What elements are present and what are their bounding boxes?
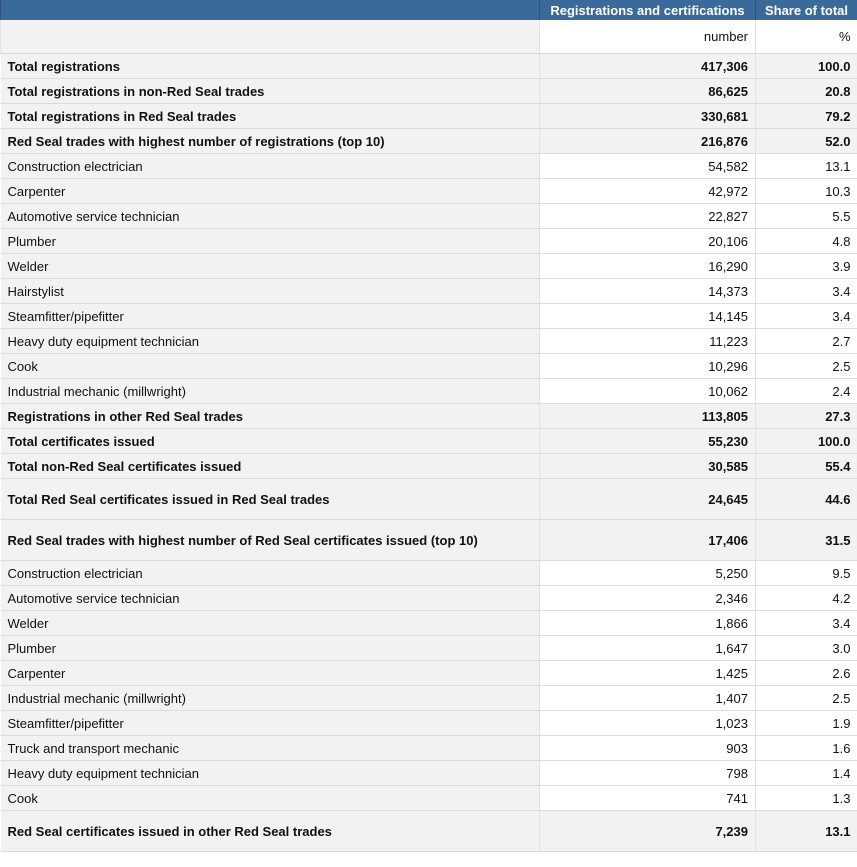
row-number: 55,230 (540, 429, 756, 454)
row-number: 42,972 (540, 179, 756, 204)
row-label: Welder (1, 611, 540, 636)
row-label: Truck and transport mechanic (1, 736, 540, 761)
row-share: 4.8 (756, 229, 857, 254)
row-label: Total registrations in Red Seal trades (1, 104, 540, 129)
row-number: 30,585 (540, 454, 756, 479)
header-share: Share of total (756, 0, 857, 20)
row-label: Welder (1, 254, 540, 279)
table-row (1, 404, 857, 429)
table-row (1, 204, 857, 229)
row-share: 3.4 (756, 304, 857, 329)
row-number: 16,290 (540, 254, 756, 279)
table-row (1, 229, 857, 254)
row-number: 216,876 (540, 129, 756, 154)
row-share: 10.3 (756, 179, 857, 204)
row-share: 2.4 (756, 379, 857, 404)
row-share: 100.0 (756, 429, 857, 454)
table-row (1, 254, 857, 279)
row-number: 17,406 (540, 520, 756, 561)
row-share: 44.6 (756, 479, 857, 520)
table-row (1, 761, 857, 786)
row-label: Construction electrician (1, 154, 540, 179)
row-label: Industrial mechanic (millwright) (1, 379, 540, 404)
row-share: 1.9 (756, 711, 857, 736)
table-row (1, 179, 857, 204)
row-label: Plumber (1, 229, 540, 254)
table-row (1, 479, 857, 520)
row-share: 3.4 (756, 611, 857, 636)
row-number: 5,250 (540, 561, 756, 586)
table-row (1, 811, 857, 852)
row-number: 1,647 (540, 636, 756, 661)
table-row (1, 429, 857, 454)
row-label: Cook (1, 786, 540, 811)
units-row (1, 20, 857, 54)
table-row (1, 354, 857, 379)
table-row (1, 711, 857, 736)
table-row (1, 686, 857, 711)
row-share: 1.4 (756, 761, 857, 786)
row-number: 7,239 (540, 811, 756, 852)
row-number: 22,827 (540, 204, 756, 229)
row-label: Registrations in other Red Seal trades (1, 404, 540, 429)
header-registrations: Registrations and certifications (540, 0, 756, 20)
row-share: 13.1 (756, 154, 857, 179)
row-share: 100.0 (756, 54, 857, 79)
row-label: Heavy duty equipment technician (1, 329, 540, 354)
row-label: Red Seal trades with highest number of Red Seal certificates issued (top 10) (1, 520, 540, 561)
row-label: Red Seal certificates issued in other Red Seal trades (1, 811, 540, 852)
row-share: 13.1 (756, 811, 857, 852)
row-label: Steamfitter/pipefitter (1, 711, 540, 736)
row-label: Industrial mechanic (millwright) (1, 686, 540, 711)
row-share: 79.2 (756, 104, 857, 129)
row-share: 27.3 (756, 404, 857, 429)
table-row (1, 786, 857, 811)
row-label: Carpenter (1, 661, 540, 686)
row-label: Total Red Seal certificates issued in Red Seal trades (1, 479, 540, 520)
unit-percent: % (756, 20, 857, 54)
row-number: 24,645 (540, 479, 756, 520)
table-row (1, 104, 857, 129)
row-label: Plumber (1, 636, 540, 661)
row-label: Automotive service technician (1, 204, 540, 229)
row-number: 330,681 (540, 104, 756, 129)
table-row (1, 79, 857, 104)
row-number: 1,407 (540, 686, 756, 711)
row-number: 54,582 (540, 154, 756, 179)
row-number: 798 (540, 761, 756, 786)
table-row (1, 279, 857, 304)
column-header-row (1, 0, 857, 20)
table-row (1, 736, 857, 761)
row-share: 2.5 (756, 686, 857, 711)
row-number: 1,023 (540, 711, 756, 736)
row-number: 11,223 (540, 329, 756, 354)
row-label: Heavy duty equipment technician (1, 761, 540, 786)
table-row (1, 129, 857, 154)
row-number: 903 (540, 736, 756, 761)
table-row (1, 520, 857, 561)
row-number: 2,346 (540, 586, 756, 611)
row-share: 4.2 (756, 586, 857, 611)
table-row (1, 586, 857, 611)
row-number: 1,866 (540, 611, 756, 636)
row-number: 417,306 (540, 54, 756, 79)
row-share: 2.5 (756, 354, 857, 379)
table-row (1, 611, 857, 636)
table-row (1, 661, 857, 686)
row-label: Hairstylist (1, 279, 540, 304)
row-number: 20,106 (540, 229, 756, 254)
row-share: 31.5 (756, 520, 857, 561)
row-label: Carpenter (1, 179, 540, 204)
row-share: 9.5 (756, 561, 857, 586)
row-share: 2.7 (756, 329, 857, 354)
row-number: 86,625 (540, 79, 756, 104)
row-label: Construction electrician (1, 561, 540, 586)
row-label: Total registrations (1, 54, 540, 79)
row-number: 10,062 (540, 379, 756, 404)
table-body (1, 54, 857, 852)
row-label: Automotive service technician (1, 586, 540, 611)
row-share: 1.3 (756, 786, 857, 811)
row-number: 741 (540, 786, 756, 811)
row-share: 2.6 (756, 661, 857, 686)
table-row (1, 454, 857, 479)
row-share: 3.0 (756, 636, 857, 661)
row-label: Red Seal trades with highest number of registrations (top 10) (1, 129, 540, 154)
unit-number: number (540, 20, 756, 54)
table-row (1, 636, 857, 661)
row-share: 52.0 (756, 129, 857, 154)
table-row (1, 379, 857, 404)
row-number: 10,296 (540, 354, 756, 379)
row-share: 5.5 (756, 204, 857, 229)
row-label: Steamfitter/pipefitter (1, 304, 540, 329)
table-row (1, 561, 857, 586)
row-number: 14,145 (540, 304, 756, 329)
units-stub (1, 20, 540, 54)
row-number: 14,373 (540, 279, 756, 304)
row-number: 1,425 (540, 661, 756, 686)
row-label: Cook (1, 354, 540, 379)
table-row (1, 154, 857, 179)
stub-header (1, 0, 540, 20)
table-row (1, 329, 857, 354)
table-row (1, 54, 857, 79)
row-share: 3.4 (756, 279, 857, 304)
row-share: 20.8 (756, 79, 857, 104)
row-share: 1.6 (756, 736, 857, 761)
row-number: 113,805 (540, 404, 756, 429)
row-label: Total certificates issued (1, 429, 540, 454)
row-share: 3.9 (756, 254, 857, 279)
row-label: Total non-Red Seal certificates issued (1, 454, 540, 479)
row-label: Total registrations in non-Red Seal trades (1, 79, 540, 104)
row-share: 55.4 (756, 454, 857, 479)
table-row (1, 304, 857, 329)
